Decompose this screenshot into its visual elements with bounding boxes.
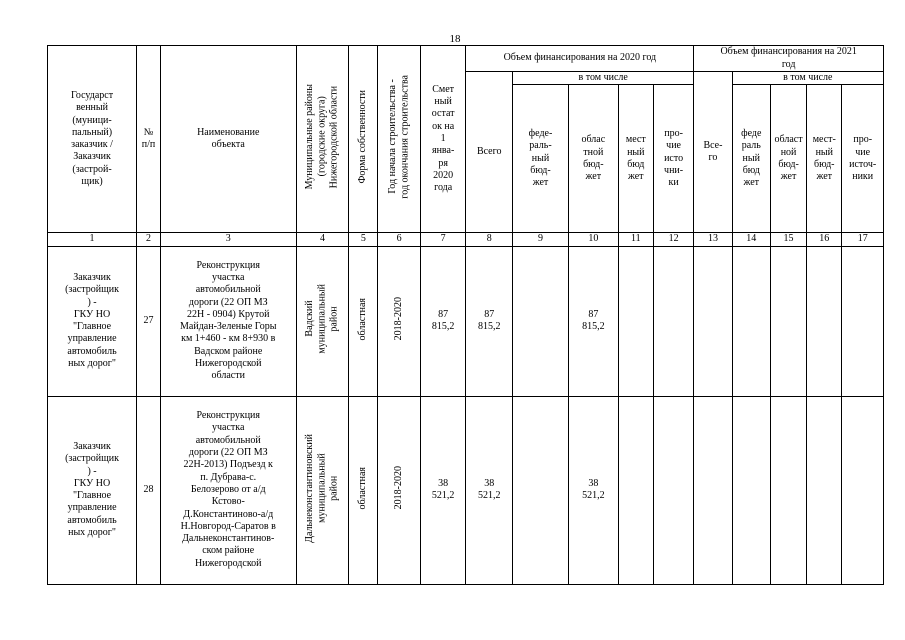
header-customer: Государст венный (муници- пальный) заказчик / Заказчик (застрой- щик) — [48, 46, 137, 233]
row-number-cell: 27 — [137, 246, 161, 396]
header-other-2020: про- чие исто чни- ки — [653, 85, 693, 233]
column-number: 10 — [568, 233, 618, 246]
table-row — [48, 396, 884, 584]
local-2021-cell — [807, 246, 842, 396]
header-total-2021: Все- го — [694, 72, 732, 233]
years-cell — [378, 396, 420, 584]
header-other-2021: про- чие источ- ники — [842, 85, 884, 233]
header-ownership — [349, 46, 378, 233]
column-number: 6 — [378, 233, 420, 246]
local-2020-cell — [618, 396, 653, 584]
federal-2020-cell — [513, 246, 569, 396]
column-number: 17 — [842, 233, 884, 246]
other-2020-cell — [653, 396, 693, 584]
column-number: 5 — [349, 233, 378, 246]
header-including-2020: в том числе — [513, 72, 694, 85]
regional-2021-cell — [770, 396, 806, 584]
other-2021-cell — [842, 396, 884, 584]
header-local-2020: мест ный бюд жет — [618, 85, 653, 233]
column-number: 12 — [653, 233, 693, 246]
financing-table — [47, 45, 884, 585]
district-text: Вадский муниципальный район — [304, 284, 340, 354]
total-2020-cell: 38 521,2 — [466, 396, 513, 584]
other-2021-cell — [842, 246, 884, 396]
header-local-2021: мест- ный бюд- жет — [807, 85, 842, 233]
district-cell — [296, 246, 349, 396]
column-number: 13 — [694, 233, 732, 246]
page-number: 18 — [449, 33, 461, 45]
column-number: 3 — [160, 233, 296, 246]
ownership-text: областная — [357, 466, 369, 510]
column-numbers-row — [48, 233, 884, 246]
header-funding-2021: Объем финансирования на 2021 год — [694, 46, 884, 72]
column-number: 8 — [466, 233, 513, 246]
total-2021-cell — [694, 396, 732, 584]
local-2020-cell — [618, 246, 653, 396]
regional-2020-cell: 87 815,2 — [568, 246, 618, 396]
estimated-balance-cell: 87 815,2 — [420, 246, 466, 396]
column-number: 14 — [732, 233, 770, 246]
total-2021-cell — [694, 246, 732, 396]
ownership-cell — [349, 246, 378, 396]
header-funding-2020: Объем финансирования на 2020 год — [466, 46, 694, 72]
column-number: 16 — [807, 233, 842, 246]
header-estimated-balance: Смет ный остат ок на 1 янва- ря 2020 года — [420, 46, 466, 233]
header-object-name: Наименование объекта — [160, 46, 296, 233]
customer-cell: Заказчик (застройщик ) - ГКУ НО "Главное управление автомобиль ных дорог" — [48, 246, 137, 396]
other-2020-cell — [653, 246, 693, 396]
ownership-text: областная — [357, 297, 369, 341]
header-federal-2020: феде- раль- ный бюд- жет — [513, 85, 569, 233]
object-name-cell: Реконструкция участка автомобильной дороги (22 ОП МЗ 22Н-2013) Подъезд к п. Дубрава-с. Белозерово от а/д Кстово- Д.Константиново-а/д Н.Новгород-Саратов в Дальнеконстантинов- ском районе Нижегородской — [160, 396, 296, 584]
column-number: 11 — [618, 233, 653, 246]
column-number: 7 — [420, 233, 466, 246]
header-including-2021: в том числе — [732, 72, 883, 85]
federal-2021-cell — [732, 246, 770, 396]
table-row — [48, 246, 884, 396]
column-number: 4 — [296, 233, 349, 246]
regional-2020-cell: 38 521,2 — [568, 396, 618, 584]
years-text: 2018-2020 — [392, 297, 404, 341]
header-federal-2021: феде раль ный бюд жет — [732, 85, 770, 233]
header-total-2020: Всего — [466, 72, 513, 233]
district-text: Дальнеконстантиновский муниципальный район — [304, 433, 340, 543]
header-years — [378, 46, 420, 233]
district-cell — [296, 396, 349, 584]
header-number: № п/п — [137, 46, 161, 233]
estimated-balance-cell: 38 521,2 — [420, 396, 466, 584]
header-years-text: Год начала строительства - год окончания строительства — [386, 75, 411, 199]
header-regional-2020: облас тной бюд- жет — [568, 85, 618, 233]
header-districts — [296, 46, 349, 233]
regional-2021-cell — [770, 246, 806, 396]
column-number: 2 — [137, 233, 161, 246]
federal-2021-cell — [732, 396, 770, 584]
local-2021-cell — [807, 396, 842, 584]
object-name-cell: Реконструкция участка автомобильной дороги (22 ОП МЗ 22Н - 0904) Крутой Майдан-Зеленые Горы км 1+460 - км 8+930 в Вадском районе Нижегородской области — [160, 246, 296, 396]
years-text: 2018-2020 — [392, 466, 404, 510]
row-number-cell: 28 — [137, 396, 161, 584]
total-2020-cell: 87 815,2 — [466, 246, 513, 396]
column-number: 15 — [770, 233, 806, 246]
customer-cell: Заказчик (застройщик ) - ГКУ НО "Главное управление автомобиль ных дорог" — [48, 396, 137, 584]
header-districts-text: Муниципальные районы (городские округа) Нижегородской области — [304, 84, 340, 190]
header-ownership-text: Форма собственности — [357, 90, 369, 184]
column-number: 1 — [48, 233, 137, 246]
header-regional-2021: област ной бюд- жет — [770, 85, 806, 233]
years-cell — [378, 246, 420, 396]
ownership-cell — [349, 396, 378, 584]
column-number: 9 — [513, 233, 569, 246]
federal-2020-cell — [513, 396, 569, 584]
